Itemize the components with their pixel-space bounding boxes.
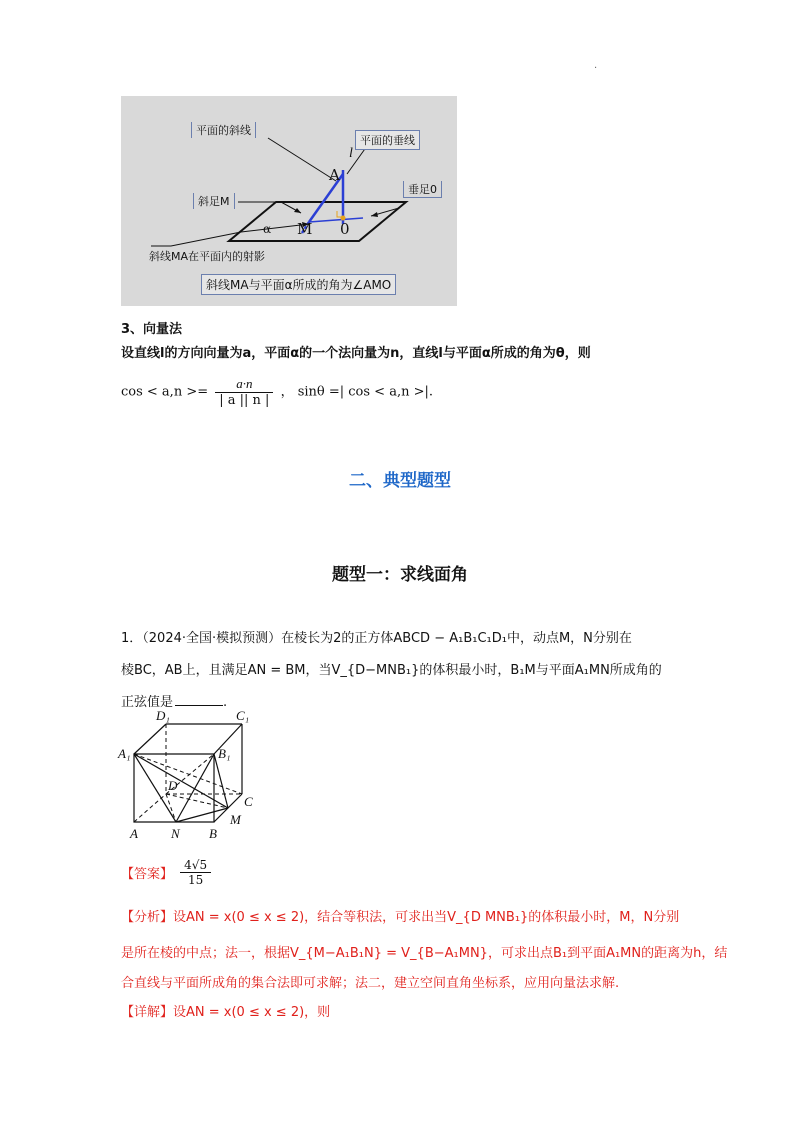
label-D1: D₁ <box>156 708 170 723</box>
problem1-line1: 1．（2024·全国·模拟预测）在棱长为2的正方体ABCD − A₁B₁C₁D₁中，动点M，N分别在 <box>121 631 632 646</box>
label-point-M: M <box>297 220 313 238</box>
formula-fraction <box>215 376 273 408</box>
problem1-line2: 棱BC，AB上，且满足AN = BM，当V_{D−MNB₁}的体积最小时，B₁M与平面A₁MN所成角的 <box>121 663 662 678</box>
answer-denominator: 15 <box>187 873 204 887</box>
label-C1: C₁ <box>236 708 250 723</box>
label-N: N <box>171 826 180 841</box>
answer-block <box>121 858 214 887</box>
analysis-line1: 【分析】设AN = x(0 ≤ x ≤ 2)，结合等积法，可求出当V_{D MNB₁}的体积最小时，M，N分别 <box>121 910 680 925</box>
arrow-foot-M <box>294 208 301 213</box>
section3-setup: 设直线l的方向向量为a，平面α的一个法向量为n，直线l与平面α所成的角为θ，则 <box>121 346 591 361</box>
leader-projection <box>151 224 309 246</box>
label-foot-O: 垂足0 <box>403 181 442 198</box>
corner-mark: . <box>594 60 598 71</box>
label-line-l: l <box>349 146 353 161</box>
cube-drawing <box>118 708 268 854</box>
answer-fraction <box>180 858 211 887</box>
label-perpendicular-line: 平面的垂线 <box>355 130 420 150</box>
analysis-line3: 合直线与平面所成角的集合法即可求解；法二，建立空间直角坐标系，应用向量法求解. <box>121 976 620 991</box>
formula-left: cos < a,n >= <box>121 384 209 400</box>
edge-A1D1 <box>134 724 166 754</box>
problem1-line3: 正弦值是 <box>121 695 174 710</box>
section3-title: 3、向量法 <box>121 322 183 337</box>
label-point-A: A <box>329 166 340 184</box>
answer-blank <box>175 705 223 706</box>
analysis-line2: 是所在棱的中点；法一，根据V_{M−A₁B₁N} = V_{B−A₁MN}，可求出点B₁到平面A₁MN的距离为h，结 <box>121 946 728 961</box>
section3-formula <box>121 376 433 408</box>
label-projection: 斜线MA在平面内的射影 <box>149 250 266 263</box>
projection-line <box>309 218 363 222</box>
label-C: C <box>244 794 253 809</box>
label-A1: A₁ <box>118 746 131 761</box>
formula-denominator: | a || n | <box>219 393 270 408</box>
label-A: A <box>130 826 138 841</box>
label-D: D <box>168 778 178 793</box>
arrow-foot-O <box>371 212 378 217</box>
label-B: B <box>209 826 217 841</box>
label-B1: B₁ <box>218 746 231 761</box>
cube-figure <box>118 708 268 854</box>
line-B1M <box>214 754 228 808</box>
formula-numerator: a·n <box>215 376 273 393</box>
answer-tag: 【答案】 <box>121 867 174 882</box>
label-M: M <box>230 812 241 827</box>
heading-problem-type-one: 题型一：求线面角 <box>332 565 468 585</box>
answer-numerator: 4√5 <box>180 858 211 873</box>
leader-oblique <box>268 138 336 181</box>
label-oblique-line: 平面的斜线 <box>191 122 256 138</box>
label-foot-M: 斜足M <box>193 193 235 209</box>
heading-typical-problems: 二、典型题型 <box>349 471 451 491</box>
edge-AD-hidden <box>134 794 166 822</box>
label-angle: 斜线MA与平面α所成的角为∠AMO <box>201 274 396 295</box>
detail-line1: 【详解】设AN = x(0 ≤ x ≤ 2)，则 <box>121 1005 331 1020</box>
line-DM-hidden <box>166 794 228 808</box>
line-B1N <box>176 754 214 822</box>
line-plane-angle-figure <box>121 96 457 306</box>
formula-right: ， sinθ =| cos < a,n >|. <box>280 384 433 400</box>
label-point-O: 0 <box>340 220 350 238</box>
label-alpha: α <box>263 222 272 236</box>
problem1-line3-wrap: 正弦值是 . <box>121 695 228 710</box>
